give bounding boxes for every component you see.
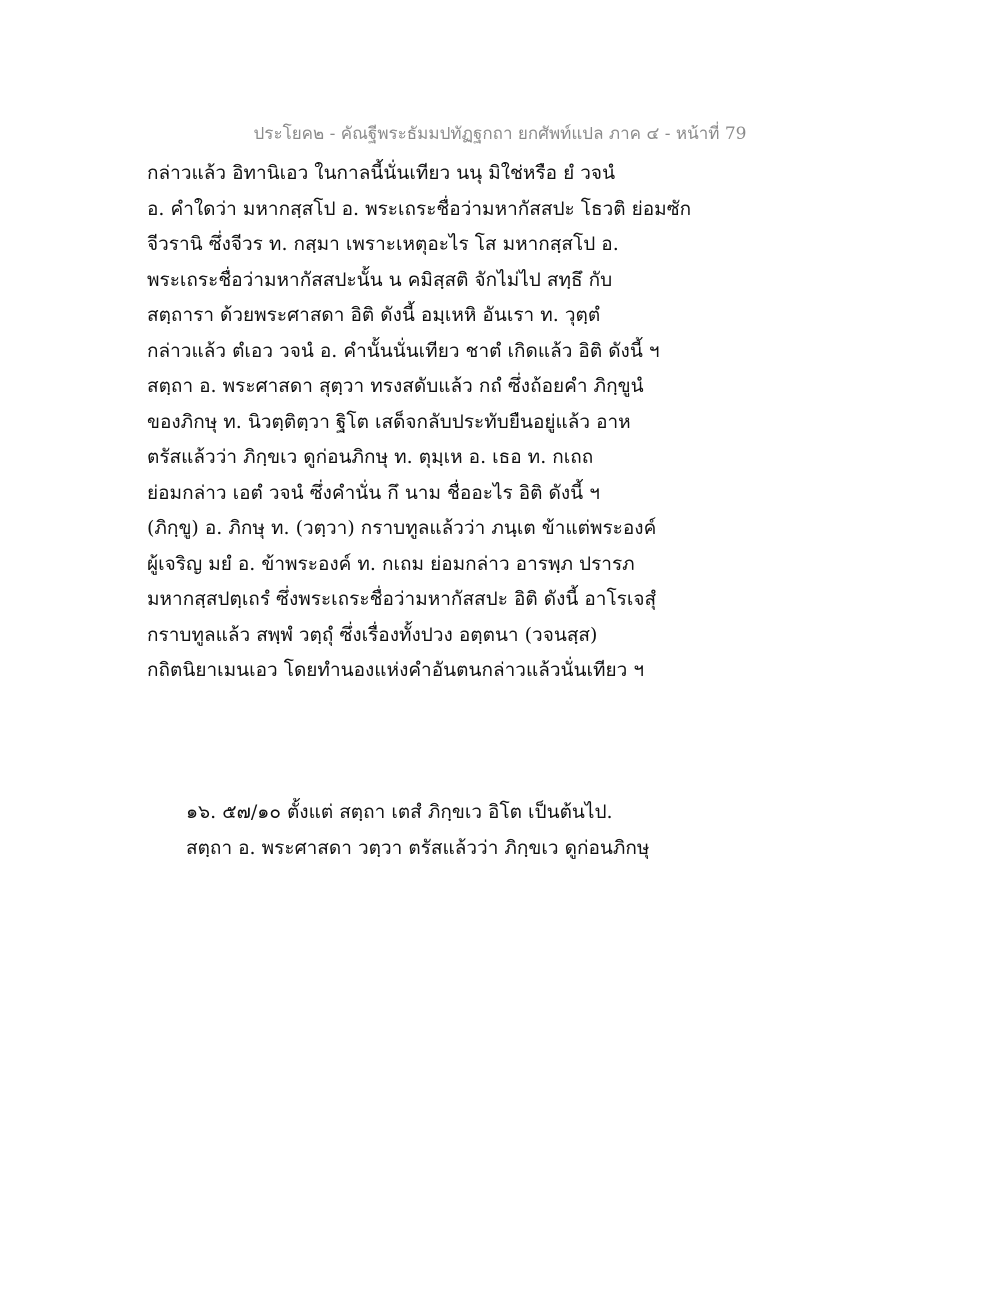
translation-paragraph <box>147 156 947 689</box>
text-line: อ. คำใดว่า มหากสฺสโป อ. พระเถระชื่อว่ามหากัสสปะ โธวติ ย่อมซัก <box>147 197 692 220</box>
text-line: ตรัสแล้วว่า ภิกฺขเว ดูก่อนภิกษุ ท. ตุมฺเห อ. เธอ ท. กเถถ <box>147 446 594 468</box>
text-line: กถิตนิยาเมนเอว โดยทำนองแห่งคำอันตนกล่าวแล้วนั่นเทียว ฯ <box>147 659 645 681</box>
text-line: พระเถระชื่อว่ามหากัสสปะนั้น น คมิสฺสติ จักไม่ไป สทฺธึ กับ <box>147 268 613 291</box>
text-line: สตฺถา อ. พระศาสดา วตฺวา ตรัสแล้วว่า ภิกฺขเว ดูก่อนภิกษุ <box>186 836 650 859</box>
text-line: กราบทูลแล้ว สพฺพํ วตฺถุํ ซึ่งเรื่องทั้งปวง อตฺตนา (วจนสฺส) <box>147 623 598 646</box>
text-line: มหากสฺสปตฺเถรํ ซึ่งพระเถระชื่อว่ามหากัสสปะ อิติ ดังนี้ อาโรเจสุํ <box>147 588 657 610</box>
text-line: กล่าวแล้ว ตํเอว วจนํ อ. คำนั้นนั่นเทียว ชาตํ เกิดแล้ว อิติ ดังนี้ ฯ <box>147 339 660 362</box>
page-header: ประโยค๒ - คัณฐีพระธัมมปทัฏฐกถา ยกศัพท์แปล ภาค ๔ - หน้าที่ 79 <box>253 124 747 144</box>
text-line: (ภิกฺขู) อ. ภิกษุ ท. (วตฺวา) กราบทูลแล้วว่า ภนฺเต ข้าแต่พระองค์ <box>147 517 657 539</box>
text-line: ย่อมกล่าว เอตํ วจนํ ซึ่งคำนั่น กึ นาม ชื่ออะไร อิติ ดังนี้ ฯ <box>147 481 600 504</box>
text-line: จีวรานิ ซึ่งจีวร ท. กสฺมา เพราะเหตุอะไร โส มหากสฺสโป อ. <box>147 233 619 255</box>
section-heading: ๑๖. ๕๗/๑๐ ตั้งแต่ สตฺถา เตสํ ภิกฺขเว อิโต เป็นต้นไป. <box>186 801 613 823</box>
text-line: สตฺถารา ด้วยพระศาสดา อิติ ดังนี้ อมฺเหหิ อันเรา ท. วุตฺตํ <box>147 304 601 326</box>
text-line: กล่าวแล้ว อิทานิเอว ในกาลนี้นั่นเทียว นนุ มิใช่หรือ ยํ วจนํ <box>147 162 616 184</box>
text-line: ของภิกษุ ท. นิวตฺติตฺวา ฐิโต เสด็จกลับประทับยืนอยู่แล้ว อาห <box>147 410 631 433</box>
text-line: สตฺถา อ. พระศาสดา สุตฺวา ทรงสดับแล้ว กถํ ซึ่งถ้อยคำ ภิกฺขูนํ <box>147 375 644 397</box>
text-line: ผู้เจริญ มยํ อ. ข้าพระองค์ ท. กเถม ย่อมกล่าว อารพฺภ ปรารภ <box>147 552 635 575</box>
section-16 <box>186 795 956 866</box>
